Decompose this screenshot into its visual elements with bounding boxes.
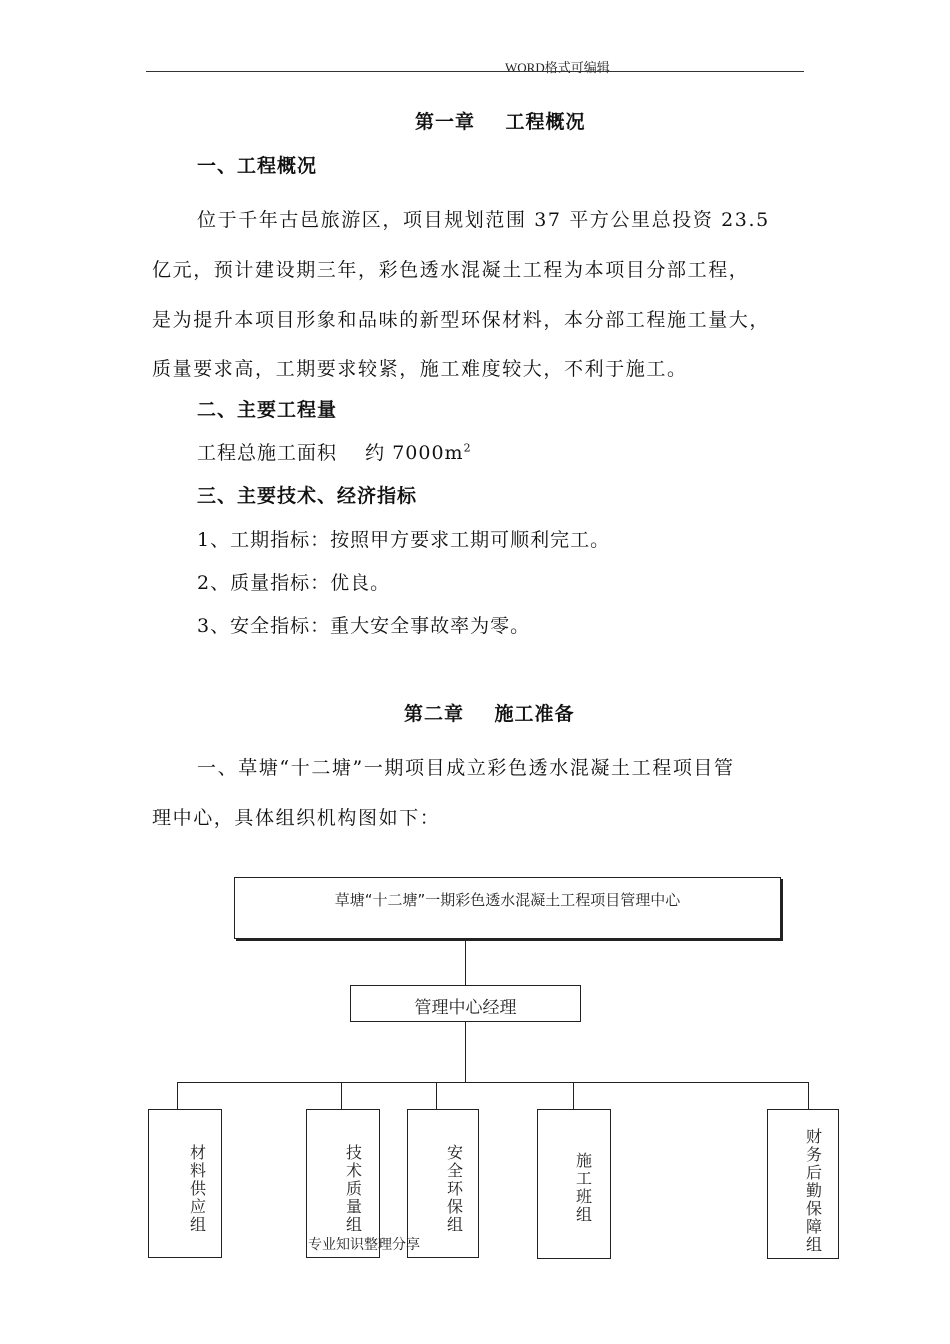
paragraph-line: 理中心，具体组织机构图如下： (152, 807, 441, 829)
branch-line (177, 1082, 808, 1083)
page-footer-text: 专业知识整理分享 (308, 1237, 420, 1253)
org-group-label: 技术质量组 (345, 1143, 362, 1234)
construction-area (197, 438, 472, 465)
connector-line (341, 1082, 342, 1109)
indicator-item: 3、安全指标：重大安全事故率为零。 (197, 615, 531, 637)
chapter-2-title: 第二章 施工准备 (404, 703, 575, 725)
paragraph-line: 亿元，预计建设期三年，彩色透水混凝土工程为本项目分部工程， (152, 259, 750, 281)
org-group-label: 安全环保组 (446, 1143, 463, 1234)
connector-line (465, 1021, 466, 1082)
org-top-box (234, 877, 781, 939)
paragraph-line: 一、草塘“十二塘”一期项目成立彩色透水混凝土工程项目管 (197, 757, 735, 779)
indicator-item: 1、工期指标：按照甲方要求工期可顺利完工。 (197, 529, 611, 551)
connector-line (465, 939, 466, 985)
area-unit-superscript: 2 (463, 441, 472, 455)
paragraph-line: 质量要求高，工期要求较紧，施工难度较大，不利于施工。 (152, 358, 688, 380)
paragraph-line: 是为提升本项目形象和品味的新型环保材料，本分部工程施工量大， (152, 309, 771, 331)
org-group-box-finance-logistics (767, 1109, 839, 1259)
org-group-label: 财务后勤保障组 (805, 1127, 822, 1254)
org-group-label: 材料供应组 (189, 1143, 206, 1234)
section-2-heading: 二、主要工程量 (197, 399, 338, 421)
section-1-heading: 一、工程概况 (197, 155, 318, 177)
section-3-heading: 三、主要技术、经济指标 (197, 485, 418, 507)
org-group-box-materials (148, 1109, 222, 1258)
org-group-label: 施工班组 (575, 1151, 592, 1224)
org-top-label: 草塘“十二塘”一期彩色透水混凝土工程项目管理中心 (334, 891, 681, 909)
paragraph-line: 位于千年古邑旅游区，项目规划范围 37 平方公里总投资 23.5 (197, 209, 770, 231)
indicator-item: 2、质量指标：优良。 (197, 572, 391, 594)
org-manager-label: 管理中心经理 (414, 998, 517, 1018)
org-manager-box (350, 985, 581, 1022)
connector-line (177, 1082, 178, 1109)
org-group-box-construction (537, 1109, 611, 1259)
header-rule (146, 71, 804, 72)
connector-line (808, 1082, 809, 1109)
connector-line (436, 1082, 437, 1109)
construction-area-label: 工程总施工面积 约 7000m (197, 442, 464, 464)
page-header-text: WORD格式可编辑 (505, 60, 610, 75)
connector-line (573, 1082, 574, 1109)
chapter-1-title: 第一章 工程概况 (415, 111, 586, 133)
